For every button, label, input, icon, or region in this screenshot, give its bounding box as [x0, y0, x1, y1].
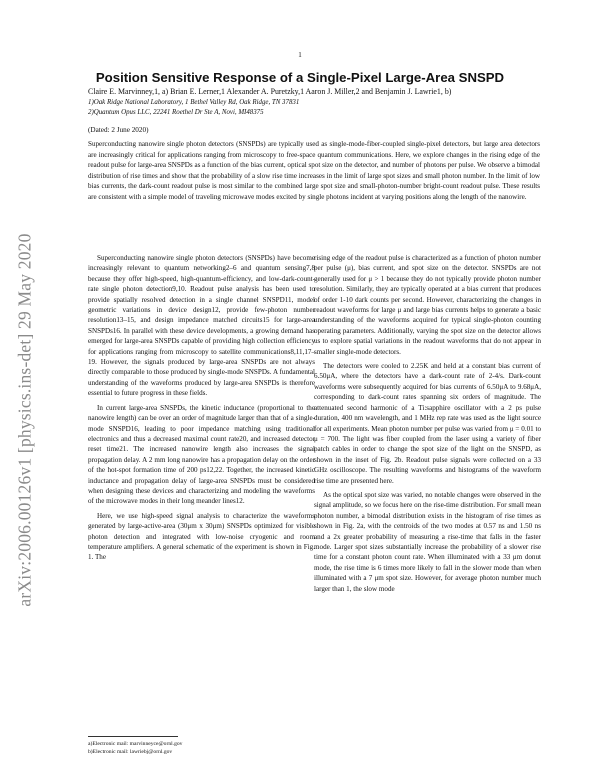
footnotes [88, 740, 315, 756]
left-column [88, 253, 315, 567]
right-column [314, 253, 541, 598]
left-paragraph-3: Here, we use high-speed signal analysis to characterize the waveforms generated by large-active-area (30μm x 30μm) SNSPDs optimized for visible photon detection and integrated with low-noise cryogenic and room temperature amplifiers. A general schematic of the experiment is shown in Fig. 1. The [88, 511, 315, 562]
affiliation-2: 2)Quantum Opus LLC, 22241 Roethel Dr Ste A, Novi, MI48375 [88, 109, 264, 116]
abstract: Superconducting nanowire single photon detectors (SNSPDs) are typically used as single-mode-fiber-coupled single-pixel detectors, but large area detectors are increasingly critical for applications ranging from microscopy to free-space quantum communications. Here, we explore changes in the rising edge of the readout pulse for large-area SNSPDs as a function of the bias current, optical spot size on the detector, and number of photons per pulse. We observe a bimodal distribution of rise times and show that the probability of a slow rise time increases in the limit of large spot sizes and small photon number. In the limit of low bias currents, the dark-count readout pulse is most similar to the combined large spot size and small-photon-number bright-count readout pulse. These results are consistent with a simple model of traveling microwave modes excited by single photons incident at varying positions along the length of the nanowire. [88, 140, 540, 201]
arxiv-id: arXiv:2006.00126v1 [physics.ins-det] 29 May 2020 [14, 233, 35, 607]
left-paragraph-1: Superconducting nanowire single photon detectors (SNSPDs) have become increasingly relevant to quantum networking2–6 and quantum sensing7,8 because they offer high-speed, high-quantum-efficiency, and low-dark-count-rate single photon detection9,10. Readout pulse analysis has been used to provide spatially resolved detection in a single channel SNSPD11, model geometric variations in device design12, provide few-photon number resolution13–15, and design impedance matched circuits15 for large-area SNSPDs16. In parallel with these device developments, a growing demand has emerged for large-area SNSPDs capable of providing high collection efficiency for applications ranging from microscopy to satellite communications8,11,17–19. However, the signals produced by large-area SNSPDs are not always directly comparable to those produced by single-mode SNSPDs. A fundamental understanding of the waveforms produced by large-area SNSPDs is therefore essential to future progress in these fields. [88, 254, 315, 398]
right-paragraph-1: rising edge of the readout pulse is characterized as a function of photon number per pulse (μ), bias current, and spot size on the detector. SNSPDs are not generally used for μ > 1 because they do not typically provide photon number resolution. Similarly, they are typically operated at a bias current that produces of order 1-10 dark counts per second. However, characterizing the changes in readout waveforms for large μ and large bias currents helps to generate a basic understanding of the waveforms acquired for typical single-photon counting operating parameters. Additionally, varying the spot size on the detector allows us to explore spatial variations in the readout waveforms that do not appear in smaller single-mode detectors. [314, 254, 541, 356]
arxiv-watermark [8, 190, 42, 650]
page-number: 1 [298, 51, 302, 59]
footnote-a: a)Electronic mail: marvinneyce@ornl.gov [88, 741, 183, 747]
affiliation-1: 1)Oak Ridge National Laboratory, 1 Bethel Valley Rd, Oak Ridge, TN 37831 [88, 99, 300, 106]
right-paragraph-2: The detectors were cooled to 2.25K and held at a constant bias current of 6.50μA, where the detectors have a dark-count rate of 2-4/s. Dark-count waveforms were subsequently acquired for bias currents of 6.50μA to 9.68μA, corresponding to dark-count rates spanning six orders of magnitude. The attenuated second harmonic of a Ti:sapphire oscillator with a 2 ps pulse duration, 400 nm wavelength, and 1 MHz rep rate was used as the light source for all experiments. Mean photon number per pulse was varied from μ = 0.01 to μ = 700. The light was fiber coupled from the laser using a variety of fiber patch cables in order to change the spot size of the light on the SNSPD, as shown in the inset of Fig. 2b. Readout pulse signals were collected on a 33 GHz oscilloscope. The resulting waveforms and histograms of the waveform rise time are presented here. [314, 362, 541, 485]
right-paragraph-3: As the optical spot size was varied, no notable changes were observed in the signal amplitude, so we focus here on the rise-time distribution. For small mean photon number, a bimodal distribution exists in the histogram of rise times as shown in Fig. 2a, with the centroids of the two modes at 0.57 ns and 1.50 ns and a 2x greater probability of measuring a rise-time that falls in the faster mode. Larger spot sizes substantially increase the probability of a slower rise time for a constant photon count rate. When illuminated with a 33 μm donut mode, the rise time is 6 times more likely to fall in the slower mode than when illuminated with a 7 μm spot size. However, for average photon number much larger than 1, the slow mode [314, 490, 541, 593]
footnote-b: b)Electronic mail: lawriebj@ornl.gov [88, 749, 173, 755]
left-paragraph-2: In current large-area SNSPDs, the kinetic inductance (proportional to the nanowire length) can be over an order of magnitude larger than that of a single-mode SNSPD16, leading to poor impedance matching using traditional electronics and thus a decreased maximal count rate20, and increased detector reset time21. The increased nanowire length also increases the signal propagation delay. A 2 mm long nanowire has a propagation delay on the order of the hot-spot formation time of 200 ps12,22. Together, the increased kinetic inductance and propagation delay of large-area SNSPDs must be considered when designing these devices and characterizing and modeling the waveforms of the microwave modes in their long meander lines12. [88, 403, 315, 506]
footnote-rule [88, 736, 178, 737]
paper-title: Position Sensitive Response of a Single-Pixel Large-Area SNSPD [95, 70, 505, 85]
dated-line: (Dated: 2 June 2020) [88, 126, 149, 134]
author-list: Claire E. Marvinney,1, a) Brian E. Lerner,1 Alexander A. Puretzky,1 Aaron J. Miller,2 and Benjamin J. Lawrie1, b) [88, 87, 452, 96]
